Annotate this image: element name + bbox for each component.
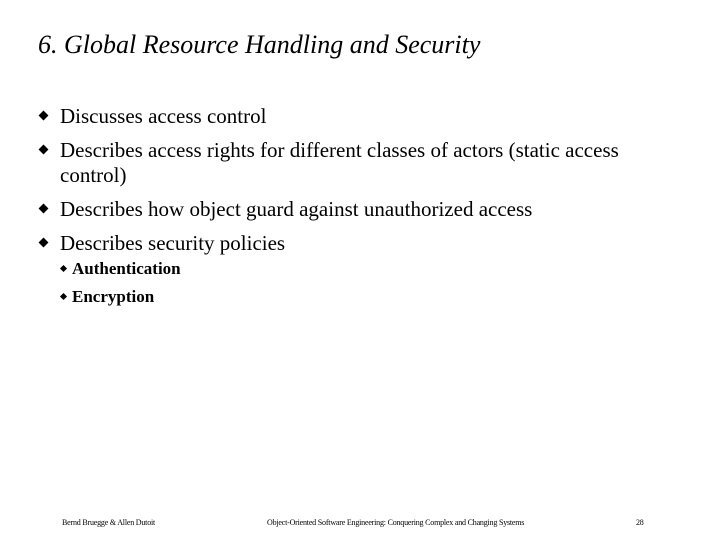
sub-bullet-item: [60, 258, 678, 280]
sub-bullet-text: Encryption: [72, 287, 155, 306]
diamond-bullet-icon: [39, 204, 49, 214]
sub-bullet-text: Authentication: [72, 259, 181, 278]
bullet-item: [38, 138, 678, 188]
bullet-text: Discusses access control: [60, 104, 267, 128]
diamond-bullet-icon: [39, 111, 49, 121]
small-diamond-bullet-icon: [60, 293, 67, 300]
footer-page-number: 28: [636, 518, 644, 527]
diamond-bullet-icon: [39, 238, 49, 248]
small-diamond-bullet-icon: [60, 265, 67, 272]
slide-title: 6. Global Resource Handling and Security: [38, 30, 481, 59]
bullet-text: Describes security policies: [60, 231, 286, 255]
bullet-item: [38, 197, 678, 222]
footer-book-title: Object-Oriented Software Engineering: Conquering Complex and Changing Systems: [267, 518, 525, 527]
bullet-item: [38, 104, 678, 129]
footer-authors: Bernd Bruegge & Allen Dutoit: [62, 518, 156, 527]
bullet-item: [38, 231, 678, 308]
bullet-text: Describes how object guard against unauthorized access: [60, 197, 533, 221]
bullet-text: Describes access rights for different classes of actors (static access control): [60, 138, 619, 187]
diamond-bullet-icon: [39, 145, 49, 155]
sub-bullet-item: [60, 286, 678, 308]
bullet-list: [38, 104, 678, 317]
sub-bullet-list: [60, 258, 678, 308]
